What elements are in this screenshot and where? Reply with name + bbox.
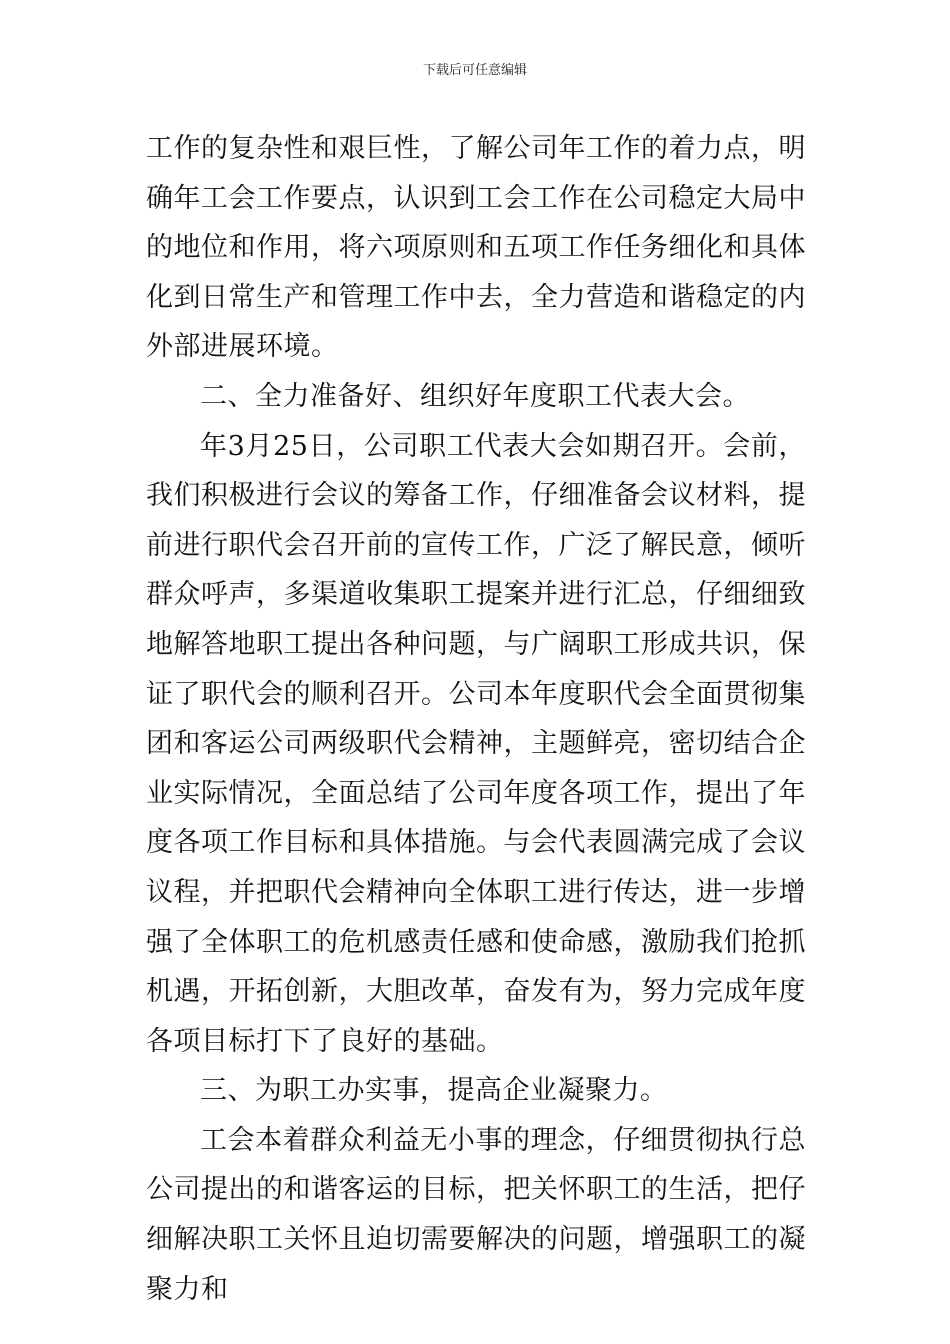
- paragraph-union-concern: 工会本着群众利益无小事的理念，仔细贯彻执行总公司提出的和谐客运的目标，把关怀职工的生活，把仔细解决职工关怀且迫切需要解决的问题，增强职工的凝聚力和: [146, 1124, 806, 1305]
- section-heading-three: 三、为职工办实事，提高企业凝聚力。: [200, 1075, 668, 1107]
- paragraph-continuation: 工作的复杂性和艰巨性，了解公司年工作的着力点，明确年工会工作要点，认识到工会工作在公司稳定大局中的地位和作用，将六项原则和五项工作任务细化和具体化到日常生产和管理工作中去，全力营造和谐稳定的内外部进展环境。: [146, 133, 806, 363]
- section-heading-two: 二、全力准备好、组织好年度职工代表大会。: [200, 380, 750, 412]
- paragraph-congress: 年3月25日，公司职工代表大会如期召开。会前，我们积极进行会议的筹备工作，仔细准备会议材料，提前进行职代会召开前的宣传工作，广泛了解民意，倾听群众呼声，多渠道收集职工提案并进行汇总，仔细细致地解答地职工提出各种问题，与广阔职工形成共识，保证了职代会的顺利召开。公司本年度职代会全面贯彻集团和客运公司两级职代会精神，主题鲜亮，密切结合企业实际情况，全面总结了公司年度各项工作，提出了年度各项工作目标和具体措施。与会代表圆满完成了会议议程，并把职代会精神向全体职工进行传达，进一步增强了全体职工的危机感责任感和使命感，激励我们抢抓机遇，开拓创新，大胆改革，奋发有为，努力完成年度各项目标打下了良好的基础。: [146, 430, 806, 1057]
- page-header: 下载后可任意编辑: [422, 63, 527, 78]
- document-body: [146, 124, 806, 1314]
